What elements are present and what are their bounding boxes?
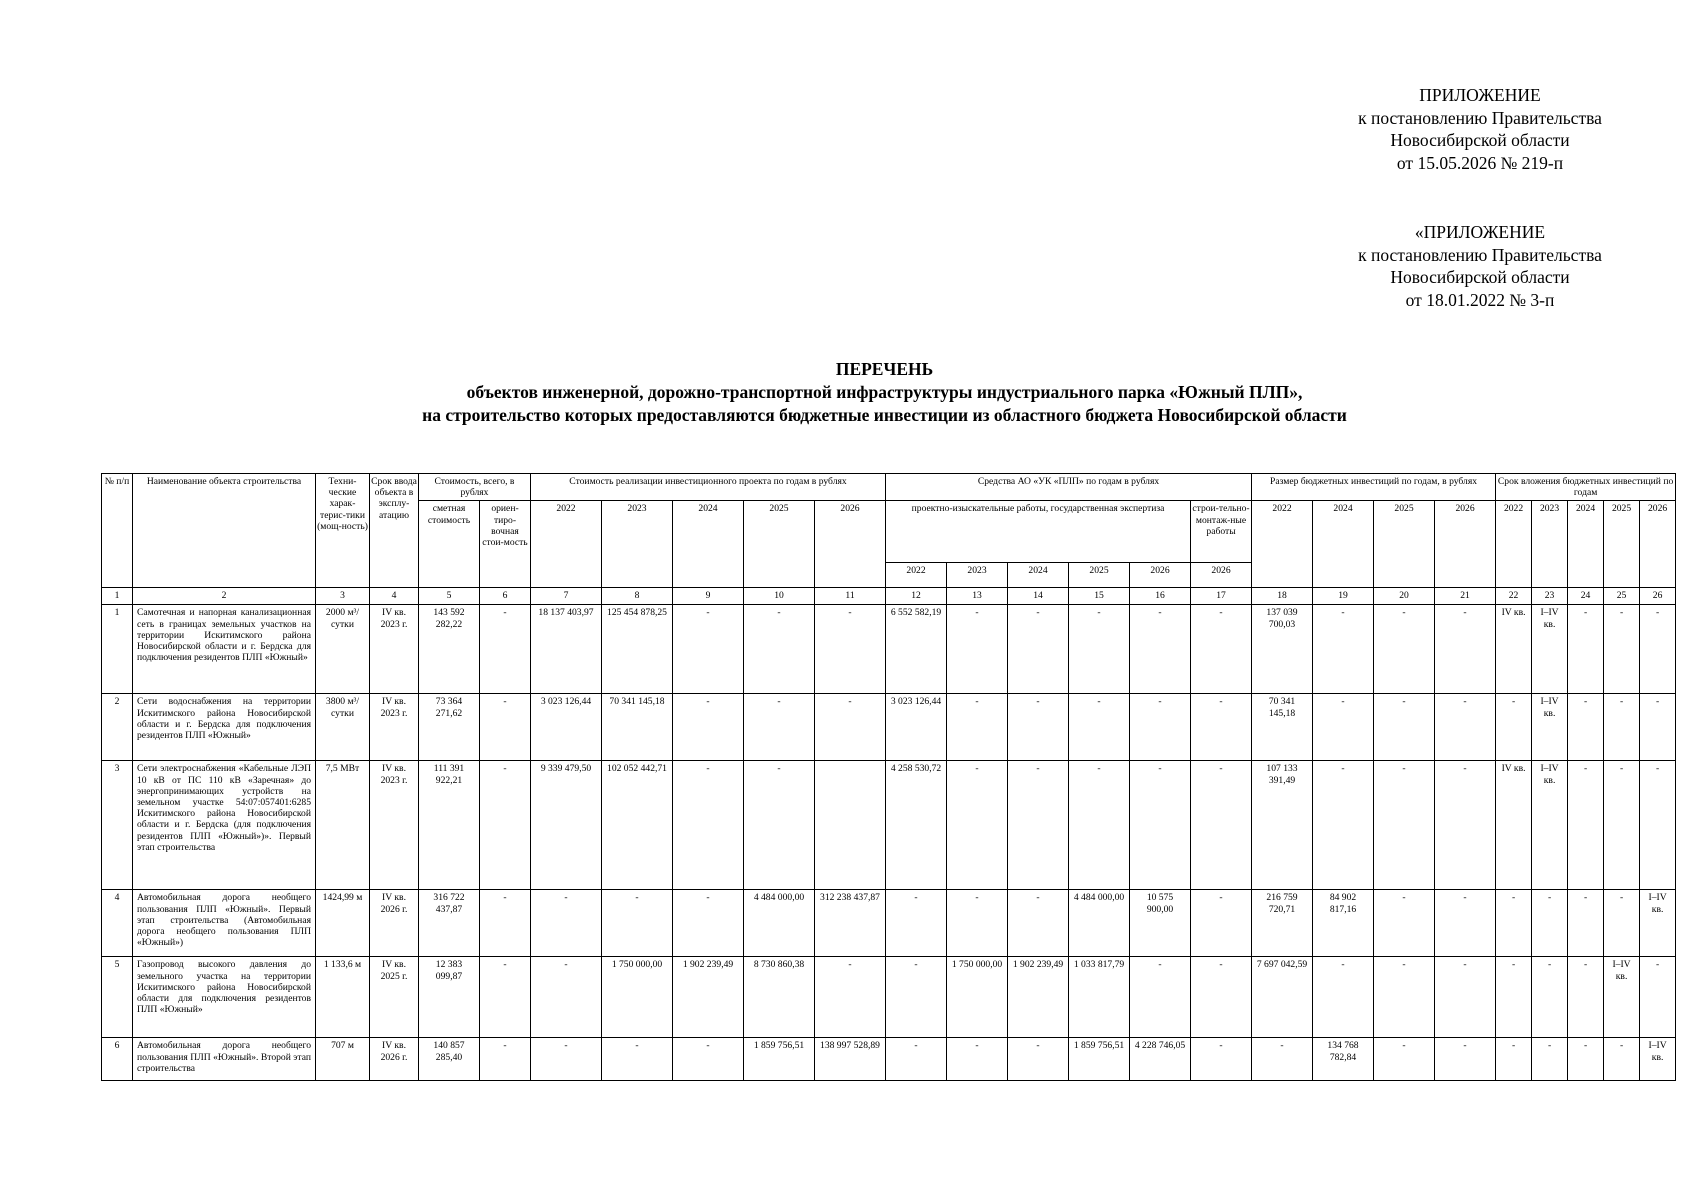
header-impl-year: 2023 (602, 501, 673, 588)
table-cell: - (1604, 890, 1640, 957)
appendix-header-previous (1300, 221, 1660, 311)
table-cell: 4 258 530,72 (886, 761, 947, 890)
table-cell: 125 454 878,25 (602, 605, 673, 694)
table-cell: I–IV кв. (1532, 694, 1568, 761)
table-cell: - (480, 1038, 531, 1081)
table-cell: - (1374, 890, 1435, 957)
column-number: 10 (744, 588, 815, 605)
table-cell: I–IV кв. (1640, 1038, 1676, 1081)
table-cell: - (1568, 605, 1604, 694)
column-number: 4 (370, 588, 419, 605)
header-period-year: 2024 (1568, 501, 1604, 588)
column-number: 3 (316, 588, 370, 605)
column-number: 26 (1640, 588, 1676, 605)
table-cell: - (1069, 761, 1130, 890)
table-cell: - (744, 761, 815, 890)
table-cell: - (815, 605, 886, 694)
table-cell: 1 902 239,49 (673, 957, 744, 1038)
table-cell: - (1435, 890, 1496, 957)
column-number: 12 (886, 588, 947, 605)
table-cell: - (1008, 890, 1069, 957)
table-cell: 4 (102, 890, 133, 957)
table-cell: - (480, 761, 531, 890)
header-design-year: 2025 (1069, 562, 1130, 588)
column-number: 13 (947, 588, 1008, 605)
table-cell: - (1374, 761, 1435, 890)
table-cell: - (1568, 957, 1604, 1038)
table-cell: - (947, 1038, 1008, 1081)
table-cell: - (1640, 761, 1676, 890)
appendix-header-line: к постановлению Правительства (1358, 244, 1602, 265)
table-cell: - (531, 957, 602, 1038)
column-number: 14 (1008, 588, 1069, 605)
table-cell: - (673, 761, 744, 890)
table-cell: - (1435, 1038, 1496, 1081)
table-cell: - (1313, 761, 1374, 890)
document-title-line: ПЕРЕЧЕНЬ (835, 359, 934, 379)
table-cell: IV кв. 2025 г. (370, 957, 419, 1038)
table-cell: - (815, 957, 886, 1038)
header-period: Срок вложения бюджетных инвестиций по годам (1496, 474, 1676, 501)
table-cell: 111 391 922,21 (419, 761, 480, 890)
object-name-cell: Газопровод высокого давления до земельного участка на территории Искитимского района Новосибирской области для подключения резидентов ПЛП «Южный» (133, 957, 316, 1038)
table-cell: - (1313, 605, 1374, 694)
header-budget-year: 2025 (1374, 501, 1435, 588)
document-title-line: объектов инженерной, дорожно-транспортной инфраструктуры индустриального парка «Южный ПЛП», (466, 382, 1303, 402)
table-cell: IV кв. 2026 г. (370, 1038, 419, 1081)
table-cell: - (1604, 694, 1640, 761)
table-cell: - (1640, 605, 1676, 694)
table-cell: 70 341 145,18 (602, 694, 673, 761)
table-cell: - (480, 957, 531, 1038)
table-cell: 143 592 282,22 (419, 605, 480, 694)
table-cell: 3 023 126,44 (531, 694, 602, 761)
table-cell: 9 339 479,50 (531, 761, 602, 890)
table-cell: 73 364 271,62 (419, 694, 480, 761)
table-cell: 138 997 528,89 (815, 1038, 886, 1081)
table-cell: - (1374, 957, 1435, 1038)
table-cell: I–IV кв. (1604, 957, 1640, 1038)
column-number: 11 (815, 588, 886, 605)
table-cell: - (886, 957, 947, 1038)
column-number: 20 (1374, 588, 1435, 605)
table-cell: - (1604, 1038, 1640, 1081)
table-cell: - (1568, 890, 1604, 957)
object-name-cell: Автомобильная дорога необщего пользования ПЛП «Южный». Второй этап строительства (133, 1038, 316, 1081)
object-name-cell: Автомобильная дорога необщего пользования ПЛП «Южный». Первый этап строительства (Автомобильная дорога необщего пользования ПЛП «Южный») (133, 890, 316, 957)
header-impl: Стоимость реализации инвестиционного проекта по годам в рублях (531, 474, 886, 501)
header-budget-year: 2022 (1252, 501, 1313, 588)
header-budget-year: 2026 (1435, 501, 1496, 588)
table-cell: - (1374, 605, 1435, 694)
table-cell: - (1191, 957, 1252, 1038)
column-number: 7 (531, 588, 602, 605)
header-build-year: 2026 (1191, 562, 1252, 588)
table-cell: - (1532, 1038, 1568, 1081)
table-cell: 1 033 817,79 (1069, 957, 1130, 1038)
table-cell: 312 238 437,87 (815, 890, 886, 957)
table-cell: 1 859 756,51 (1069, 1038, 1130, 1081)
table-cell: IV кв. 2026 г. (370, 890, 419, 957)
appendix-header-line: от 15.05.2026 № 219-п (1396, 152, 1564, 173)
table-cell: - (1252, 1038, 1313, 1081)
column-number: 15 (1069, 588, 1130, 605)
table-cell: - (1008, 605, 1069, 694)
table-cell: - (480, 605, 531, 694)
table-row (102, 890, 1676, 957)
table-cell: I–IV кв. (1640, 890, 1676, 957)
table-cell: 707 м (316, 1038, 370, 1081)
table-cell: I–IV кв. (1532, 761, 1568, 890)
table-row (102, 605, 1676, 694)
column-number: 18 (1252, 588, 1313, 605)
table-cell: - (1640, 957, 1676, 1038)
table-cell: - (1008, 1038, 1069, 1081)
table-cell: 1424,99 м (316, 890, 370, 957)
table-cell: - (1130, 957, 1191, 1038)
table-cell: 216 759 720,71 (1252, 890, 1313, 957)
table-cell: - (1374, 1038, 1435, 1081)
table-cell: 6 (102, 1038, 133, 1081)
table-cell: 7 697 042,59 (1252, 957, 1313, 1038)
table-cell: - (673, 605, 744, 694)
table-cell: - (1191, 1038, 1252, 1081)
table-cell: IV кв. 2023 г. (370, 694, 419, 761)
header-period-year: 2025 (1604, 501, 1640, 588)
table-cell: IV кв. (1496, 761, 1532, 890)
table-cell: IV кв. (1496, 605, 1532, 694)
header-impl-year: 2022 (531, 501, 602, 588)
table-cell: - (1435, 761, 1496, 890)
header-period-year: 2022 (1496, 501, 1532, 588)
table-body (102, 605, 1676, 1081)
header-impl-year: 2026 (815, 501, 886, 588)
appendix-header-current (1300, 84, 1660, 174)
table-cell: 70 341 145,18 (1252, 694, 1313, 761)
appendix-header-line: «ПРИЛОЖЕНИЕ (1414, 222, 1546, 242)
object-name-cell: Самотечная и напорная канализационная сеть в границах земельных участков на территории Искитимского района Новосибирской области и г. Бердска для подключения резидентов ПЛП «Южный» (133, 605, 316, 694)
table-cell: - (1496, 890, 1532, 957)
table-cell: - (1191, 605, 1252, 694)
header-budget-year: 2024 (1313, 501, 1374, 588)
table-row (102, 1038, 1676, 1081)
table-row (102, 694, 1676, 761)
table-cell: - (947, 761, 1008, 890)
column-number: 1 (102, 588, 133, 605)
table-cell: - (1130, 694, 1191, 761)
table-cell: 4 484 000,00 (1069, 890, 1130, 957)
table-cell: 4 228 746,05 (1130, 1038, 1191, 1081)
column-number: 25 (1604, 588, 1640, 605)
header-impl-year: 2024 (673, 501, 744, 588)
table-cell: 140 857 285,40 (419, 1038, 480, 1081)
appendix-header-line: Новосибирской области (1390, 267, 1570, 287)
table-cell (815, 761, 886, 890)
table-cell: - (1130, 761, 1191, 890)
appendix-header-line: от 18.01.2022 № 3-п (1405, 289, 1555, 310)
table-cell: - (673, 694, 744, 761)
column-number: 8 (602, 588, 673, 605)
document-title (90, 358, 1679, 427)
column-number: 22 (1496, 588, 1532, 605)
table-cell: 102 052 442,71 (602, 761, 673, 890)
column-number: 6 (480, 588, 531, 605)
table-cell: 3800 м³/сутки (316, 694, 370, 761)
table-cell: - (1532, 890, 1568, 957)
table-cell: - (1313, 957, 1374, 1038)
table-cell: 6 552 582,19 (886, 605, 947, 694)
table-cell: - (1435, 957, 1496, 1038)
investment-table (101, 473, 1676, 1081)
header-design-year: 2023 (947, 562, 1008, 588)
table-cell: 1 (102, 605, 133, 694)
header-cost: Стоимость, всего, в рублях (419, 474, 531, 501)
header-cost-estimate: сметная стоимость (419, 501, 480, 588)
table-cell: 1 902 239,49 (1008, 957, 1069, 1038)
table-cell: - (602, 1038, 673, 1081)
column-number: 23 (1532, 588, 1568, 605)
table-cell: - (1568, 694, 1604, 761)
table-cell: - (1640, 694, 1676, 761)
appendix-header-line: Новосибирской области (1390, 130, 1570, 150)
table-cell: - (1313, 694, 1374, 761)
table-cell: - (886, 1038, 947, 1081)
table-cell: 2000 м³/сутки (316, 605, 370, 694)
column-number: 24 (1568, 588, 1604, 605)
table-cell: 2 (102, 694, 133, 761)
table-cell: - (1496, 1038, 1532, 1081)
table-cell: 10 575 900,00 (1130, 890, 1191, 957)
header-funds: Средства АО «УК «ПЛП» по годам в рублях (886, 474, 1252, 501)
header-term: Срок ввода объекта в эксплу-атацию (370, 474, 419, 588)
table-cell: - (1008, 694, 1069, 761)
column-number: 17 (1191, 588, 1252, 605)
table-cell: - (673, 1038, 744, 1081)
table-cell: 1 859 756,51 (744, 1038, 815, 1081)
table-cell: - (480, 694, 531, 761)
header-period-year: 2023 (1532, 501, 1568, 588)
header-design-year: 2026 (1130, 562, 1191, 588)
table-cell: - (1191, 890, 1252, 957)
object-name-cell: Сети электроснабжения «Кабельные ЛЭП 10 кВ от ПС 110 кВ «Заречная» до энергопринимающих устройств на земельном участке 54:07:057401:6285 Искитимского района Новосибирской области и г. Бердска (для подключения резидентов ПЛП «Южный»)». Первый этап строительства (133, 761, 316, 890)
header-cost-approx: ориен-тиро-вочная стои-мость (480, 501, 531, 588)
table-cell: IV кв. 2023 г. (370, 761, 419, 890)
table-cell: 316 722 437,87 (419, 890, 480, 957)
column-number: 2 (133, 588, 316, 605)
table-cell: - (1532, 957, 1568, 1038)
column-number-row (102, 588, 1676, 605)
header-funds-design: проектно-изыскательные работы, государственная экспертиза (886, 501, 1191, 562)
table-cell: 3 (102, 761, 133, 890)
header-period-year: 2026 (1640, 501, 1676, 588)
table-cell: - (744, 694, 815, 761)
table-cell: - (886, 890, 947, 957)
table-cell: 1 750 000,00 (602, 957, 673, 1038)
table-cell: 1 750 000,00 (947, 957, 1008, 1038)
table-cell: - (947, 694, 1008, 761)
table-cell: - (531, 890, 602, 957)
table-cell: - (1069, 694, 1130, 761)
table-cell: 84 902 817,16 (1313, 890, 1374, 957)
table-cell: - (947, 890, 1008, 957)
document-title-line: на строительство которых предоставляются бюджетные инвестиции из областного бюджета Новосибирской области (422, 405, 1347, 425)
table-cell: - (1069, 605, 1130, 694)
table-cell: - (480, 890, 531, 957)
table-cell: - (1008, 761, 1069, 890)
table-cell: - (1435, 605, 1496, 694)
table-cell: - (1604, 761, 1640, 890)
table-cell: - (1191, 761, 1252, 890)
table-cell: - (1568, 1038, 1604, 1081)
table-cell: 12 383 099,87 (419, 957, 480, 1038)
table-cell: - (1130, 605, 1191, 694)
table-cell: - (602, 890, 673, 957)
table-row (102, 761, 1676, 890)
table-cell: - (1568, 761, 1604, 890)
table-row (102, 957, 1676, 1038)
table-cell: - (1496, 957, 1532, 1038)
table-cell: - (531, 1038, 602, 1081)
table-cell: 1 133,6 м (316, 957, 370, 1038)
appendix-header-line: к постановлению Правительства (1358, 107, 1602, 128)
header-design-year: 2022 (886, 562, 947, 588)
table-cell: - (815, 694, 886, 761)
table-cell: - (1604, 605, 1640, 694)
table-cell: 8 730 860,38 (744, 957, 815, 1038)
column-number: 16 (1130, 588, 1191, 605)
header-num: № п/п (102, 474, 133, 588)
table-cell: 107 133 391,49 (1252, 761, 1313, 890)
table-cell: - (1496, 694, 1532, 761)
table-cell: - (1435, 694, 1496, 761)
header-impl-year: 2025 (744, 501, 815, 588)
table-cell: I–IV кв. (1532, 605, 1568, 694)
table-cell: 5 (102, 957, 133, 1038)
object-name-cell: Сети водоснабжения на территории Искитимского района Новосибирской области и г. Бердска для подключения резидентов ПЛП «Южный» (133, 694, 316, 761)
table-cell: 4 484 000,00 (744, 890, 815, 957)
header-tech: Техни-ческие харак-терис-тики (мощ-ность) (316, 474, 370, 588)
column-number: 19 (1313, 588, 1374, 605)
header-funds-build: строи-тельно-монтаж-ные работы (1191, 501, 1252, 562)
header-design-year: 2024 (1008, 562, 1069, 588)
table-cell: - (947, 605, 1008, 694)
table-cell: 134 768 782,84 (1313, 1038, 1374, 1081)
column-number: 9 (673, 588, 744, 605)
table-cell: - (1374, 694, 1435, 761)
table-cell: - (673, 890, 744, 957)
table-cell: - (1191, 694, 1252, 761)
table-cell: - (744, 605, 815, 694)
column-number: 5 (419, 588, 480, 605)
appendix-header-line: ПРИЛОЖЕНИЕ (1419, 85, 1541, 105)
header-budget: Размер бюджетных инвестиций по годам, в рублях (1252, 474, 1496, 501)
header-name: Наименование объекта строительства (133, 474, 316, 588)
table-cell: 7,5 МВт (316, 761, 370, 890)
table-cell: IV кв. 2023 г. (370, 605, 419, 694)
column-number: 21 (1435, 588, 1496, 605)
table-cell: 137 039 700,03 (1252, 605, 1313, 694)
table-cell: 3 023 126,44 (886, 694, 947, 761)
table-cell: 18 137 403,97 (531, 605, 602, 694)
